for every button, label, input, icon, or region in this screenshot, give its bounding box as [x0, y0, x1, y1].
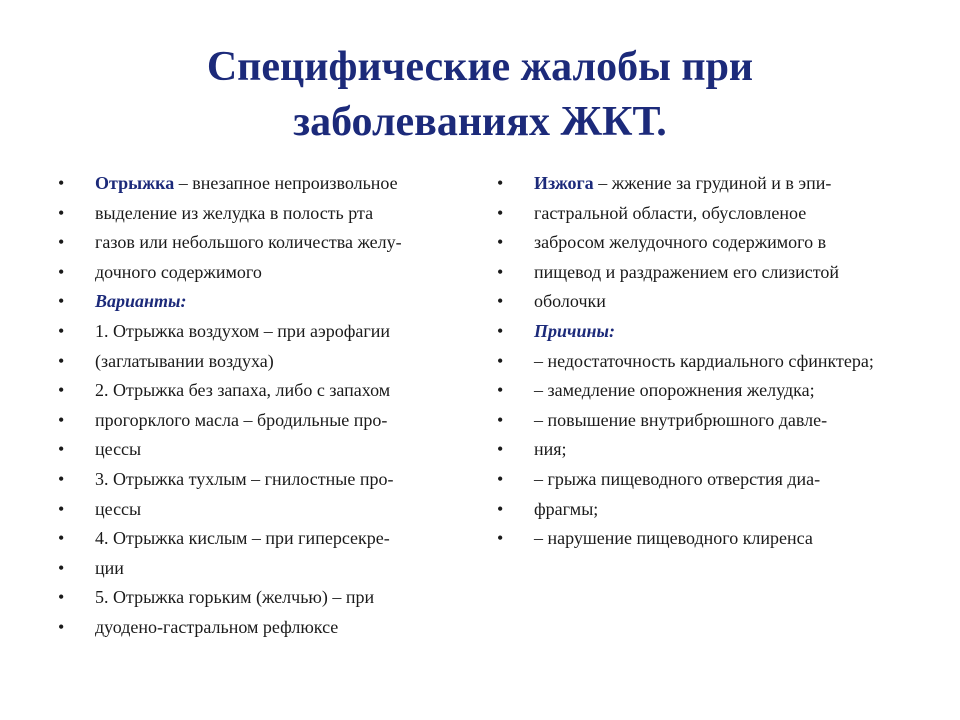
bullet-text: 5. Отрыжка горьким (желчью) – при [95, 587, 375, 608]
title-line-1: Специфические жалобы при [206, 44, 754, 90]
bullet-item [497, 379, 917, 401]
bullet-icon: • [58, 528, 65, 549]
bullet-text: ния; [534, 439, 567, 460]
bullet-text: – нарушение пищеводного клиренса [534, 528, 813, 549]
left-bullet-list [58, 172, 478, 646]
bullet-text: гастральной области, обусловленое [534, 202, 807, 223]
bullet-text: оболочки [534, 291, 606, 312]
bullet-item [497, 231, 917, 253]
bullet-item [58, 261, 478, 283]
bullet-item [497, 498, 917, 520]
bullet-icon: • [58, 173, 65, 193]
slide-title [80, 40, 880, 150]
bullet-icon: • [497, 202, 504, 223]
bullet-icon: • [58, 261, 65, 282]
bullet-item [497, 438, 917, 460]
bullet-icon: • [58, 350, 65, 371]
bullet-item [497, 290, 917, 312]
bullet-icon: • [497, 380, 504, 401]
bullet-item [497, 202, 917, 224]
bullet-text: дуодено-гастральном рефлюксе [95, 616, 339, 637]
bullet-item [497, 409, 917, 431]
bullet-item [497, 468, 917, 490]
bullet-icon: • [58, 380, 65, 401]
bullet-item [58, 468, 478, 490]
title-line-2: заболеваниях ЖКТ. [293, 99, 667, 145]
bullet-item [58, 320, 478, 342]
bullet-icon: • [497, 350, 504, 371]
bullet-item [58, 438, 478, 460]
bullet-text: – замедление опорожнения желудка; [534, 380, 815, 401]
bullet-icon: • [497, 498, 504, 519]
bullet-item [58, 409, 478, 431]
bullet-text: 1. Отрыжка воздухом – при аэрофагии [95, 320, 391, 341]
bullet-text: фрагмы; [534, 498, 599, 519]
bullet-item [58, 231, 478, 253]
bullet-item [497, 261, 917, 283]
bullet-text: – недостаточность кардиального сфинктера; [534, 350, 874, 371]
bullet-text: (заглатывании воздуха) [95, 350, 274, 371]
bullet-text: 2. Отрыжка без запаха, либо с запахом [95, 380, 391, 401]
bullet-icon: • [497, 173, 504, 193]
bullet-icon: • [497, 468, 504, 489]
bullet-icon: • [58, 439, 65, 460]
bullet-icon: • [58, 291, 65, 312]
term-label: Изжога [534, 173, 594, 193]
bullet-text: 3. Отрыжка тухлым – гнилостные про- [95, 468, 394, 489]
bullet-icon: • [497, 439, 504, 460]
bullet-item [497, 350, 917, 372]
bullet-icon: • [58, 557, 65, 578]
right-bullet-list [497, 172, 917, 557]
bullet-item [58, 290, 478, 312]
bullet-icon: • [58, 498, 65, 519]
bullet-item [58, 350, 478, 372]
bullet-item [58, 498, 478, 520]
bullet-item [58, 616, 478, 638]
bullet-icon: • [497, 261, 504, 282]
bullet-text: пищевод и раздражением его слизистой [534, 261, 840, 282]
bullet-icon: • [497, 232, 504, 253]
bullet-icon: • [58, 409, 65, 430]
bullet-icon: • [497, 291, 504, 312]
section-heading: Причины: [534, 320, 615, 341]
bullet-item [58, 202, 478, 224]
bullet-item [58, 379, 478, 401]
bullet-text: цессы [95, 498, 142, 519]
bullet-icon: • [58, 232, 65, 253]
bullet-icon: • [58, 320, 65, 341]
bullet-item [497, 320, 917, 342]
bullet-text: – внезапное непроизвольное [174, 173, 398, 193]
bullet-icon: • [497, 528, 504, 549]
bullet-text: газов или небольшого количества желу- [95, 232, 402, 253]
bullet-text: ции [95, 557, 124, 578]
bullet-icon: • [58, 616, 65, 637]
bullet-text: дочного содержимого [95, 261, 262, 282]
bullet-item [58, 172, 478, 194]
bullet-icon: • [58, 587, 65, 608]
bullet-text: 4. Отрыжка кислым – при гиперсекре- [95, 528, 390, 549]
bullet-icon: • [497, 409, 504, 430]
bullet-item [497, 527, 917, 549]
bullet-item [58, 586, 478, 608]
bullet-text: цессы [95, 439, 142, 460]
bullet-text: выделение из желудка в полость рта [95, 202, 374, 223]
section-heading: Варианты: [95, 291, 187, 312]
bullet-icon: • [58, 468, 65, 489]
bullet-text: прогорклого масла – бродильные про- [95, 409, 388, 430]
term-label: Отрыжка [95, 173, 175, 193]
bullet-item [58, 527, 478, 549]
bullet-text: – грыжа пищеводного отверстия диа- [534, 468, 821, 489]
bullet-icon: • [497, 320, 504, 341]
bullet-item [497, 172, 917, 194]
bullet-text: забросом желудочного содержимого в [534, 232, 827, 253]
bullet-item [58, 557, 478, 579]
bullet-text: – повышение внутрибрюшного давле- [534, 409, 828, 430]
bullet-icon: • [58, 202, 65, 223]
bullet-text: – жжение за грудиной и в эпи- [593, 173, 832, 193]
